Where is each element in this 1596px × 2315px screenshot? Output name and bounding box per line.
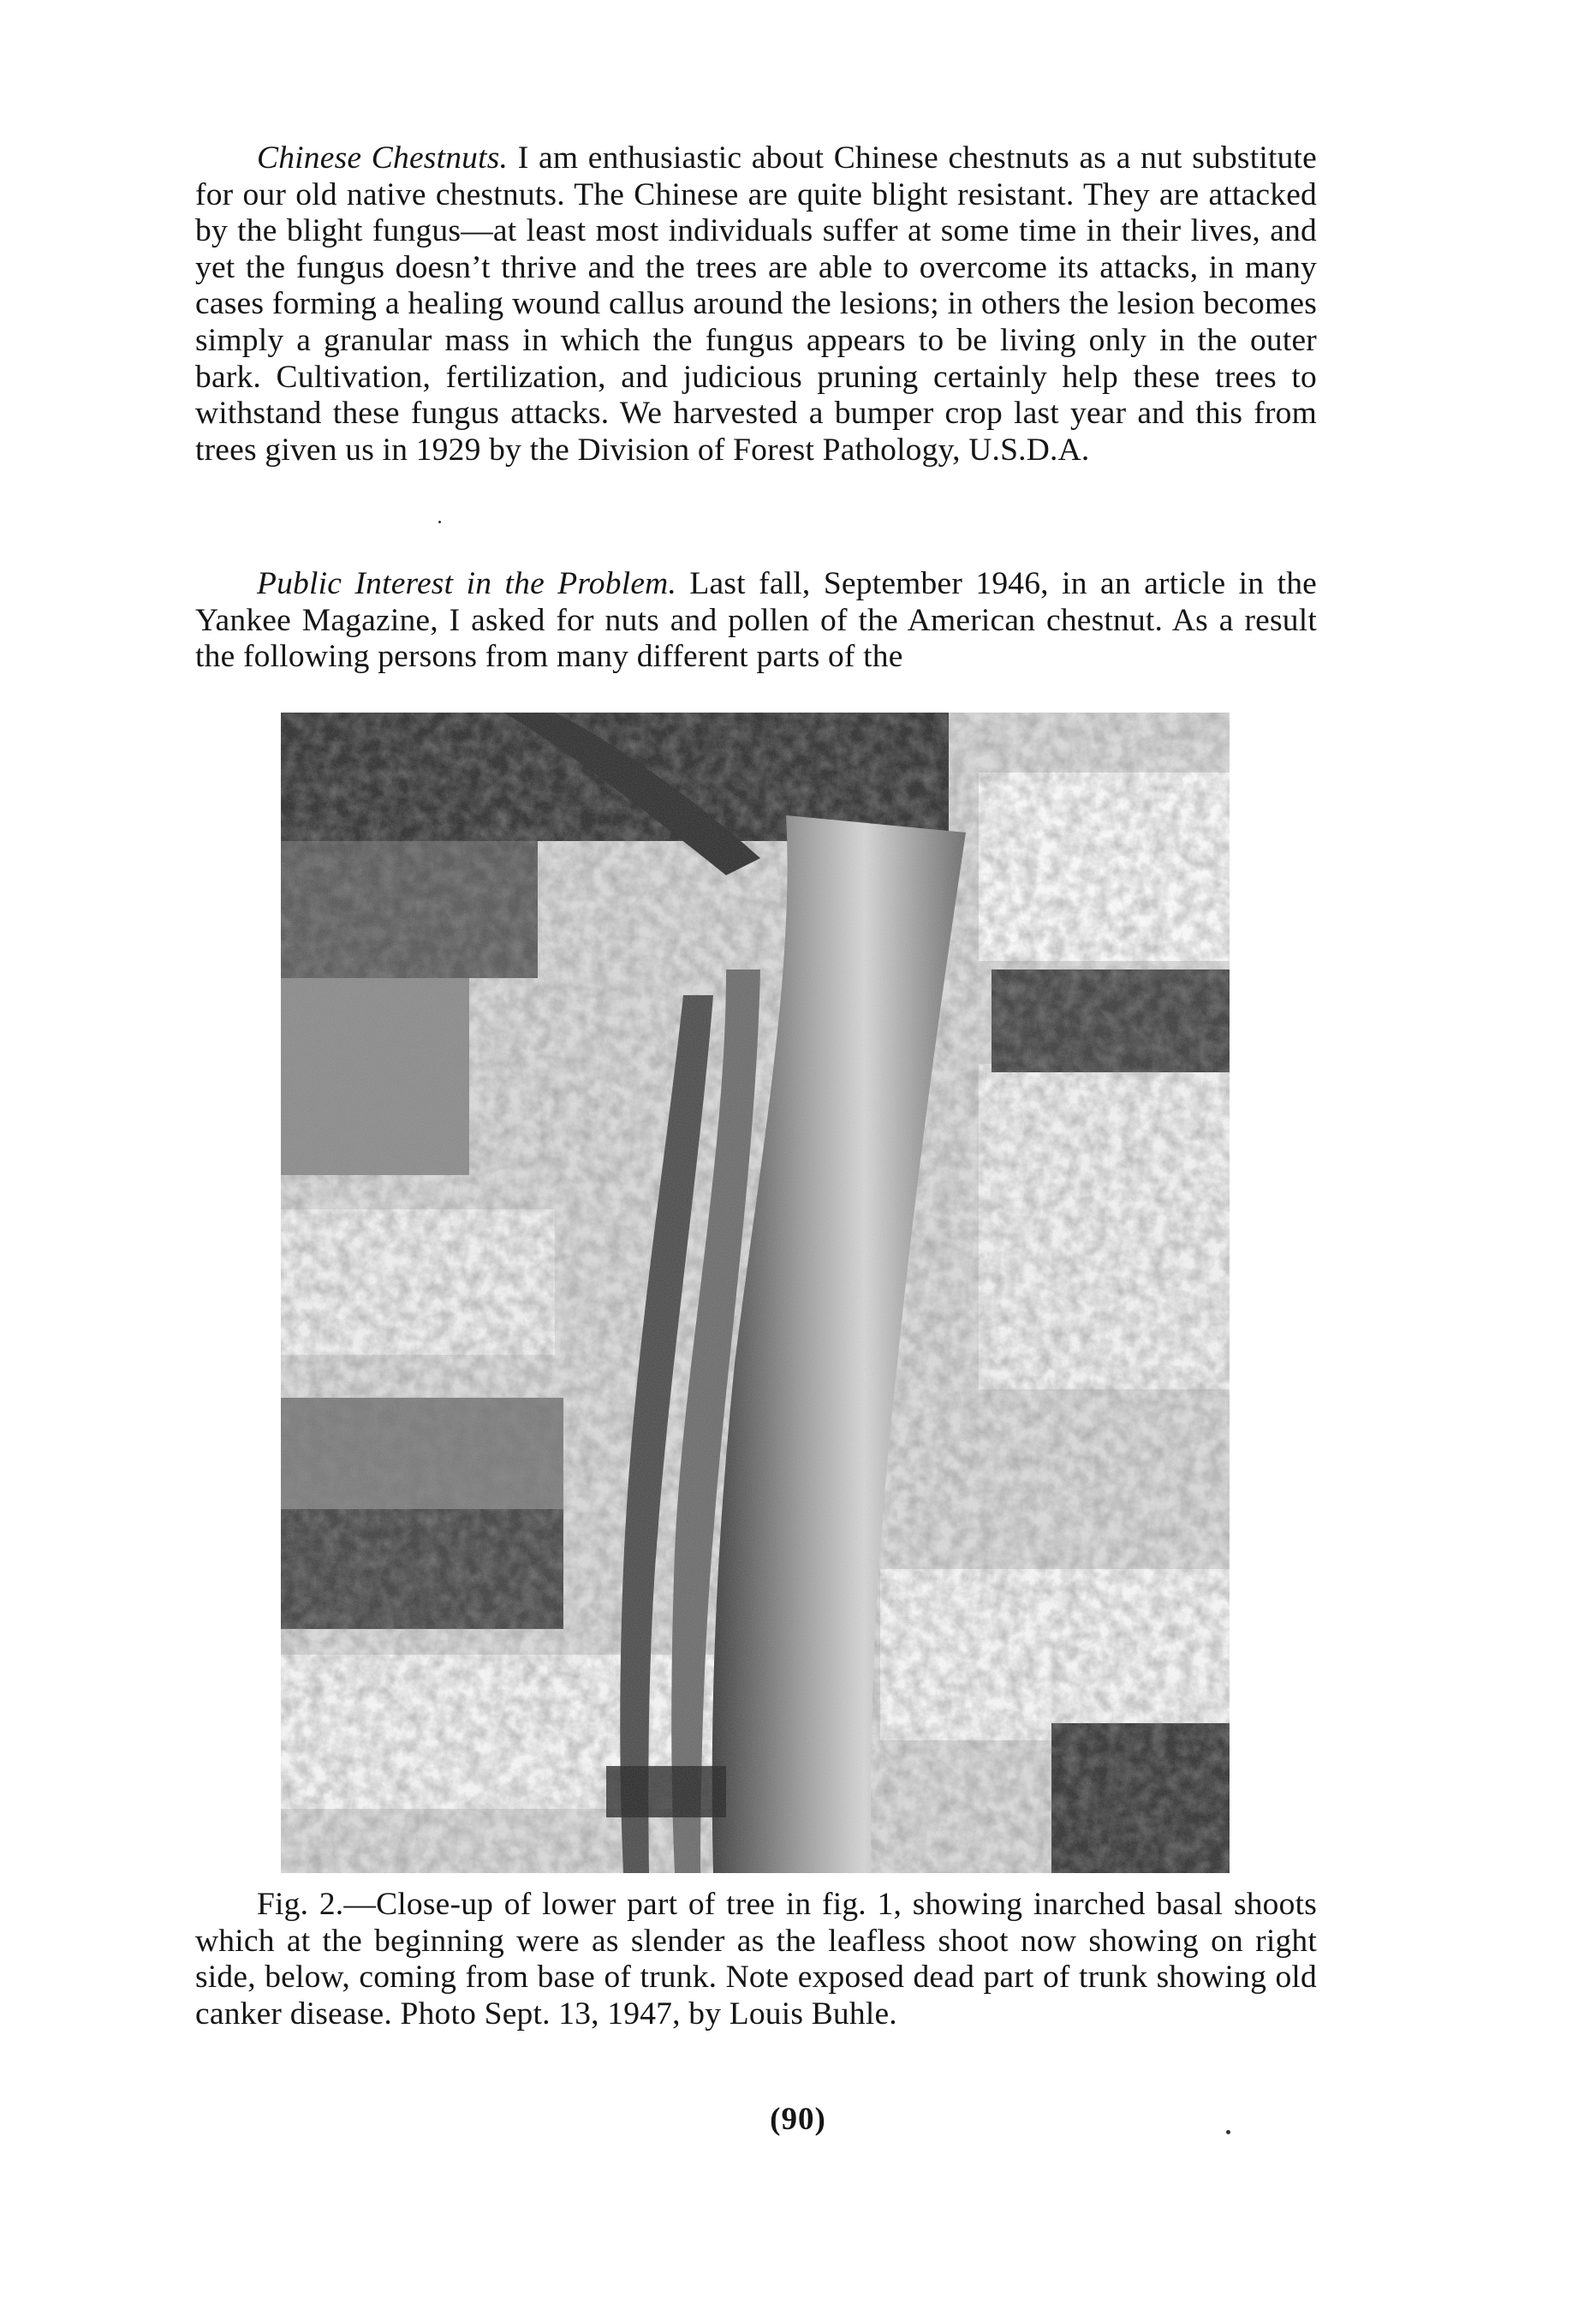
scan-speck [438,521,441,523]
paragraph-heading: Chinese Chestnuts. [257,140,509,176]
scan-speck [1226,2130,1230,2134]
paragraph-heading: Public Interest in the Problem. [257,566,677,601]
tree-photo-illustration [281,713,1230,1873]
paragraph-public-interest [195,566,1317,676]
figure-caption: Fig. 2.—Close-up of lower part of tree in fig. 1, showing inarched basal shoots which at the beginning were as slender as the leafless shoot now showing on right side, below, coming from base of trunk. Note exposed dead part of trunk showing old canker disease. Photo Sept. 13, 1947, by Louis Buhle. [195,1887,1317,2032]
paragraph-body: Last fall, September 1946, in an article in the Yankee Magazine, I asked for nuts and pollen of the American chestnut. As a result the following persons from many different parts of the [195,566,1318,675]
paragraph-chinese-chestnuts [195,140,1317,468]
paragraph-body: I am enthusiastic about Chinese chestnuts as a nut substitute for our old native chestnuts. The Chinese are quite blight resistant. They are attacked by the blight fungus—at least most individuals suffer at some time in their lives, and yet the fungus doesn’t thrive and the trees are able to overcome its attacks, in many cases forming a healing wound callus around the lesions; in others the lesion becomes simply a granular mass in which the fungus appears to be living only in the outer bark. Cultivation, fertilization, and judicious pruning certainly help these trees to withstand these fungus attacks. We harvested a bumper crop last year and this from trees given us in 1929 by the Division of Forest Pathology, U.S.D.A. [195,140,1317,468]
page-number: (90) [770,2102,826,2137]
tree-photograph [281,713,1230,1873]
